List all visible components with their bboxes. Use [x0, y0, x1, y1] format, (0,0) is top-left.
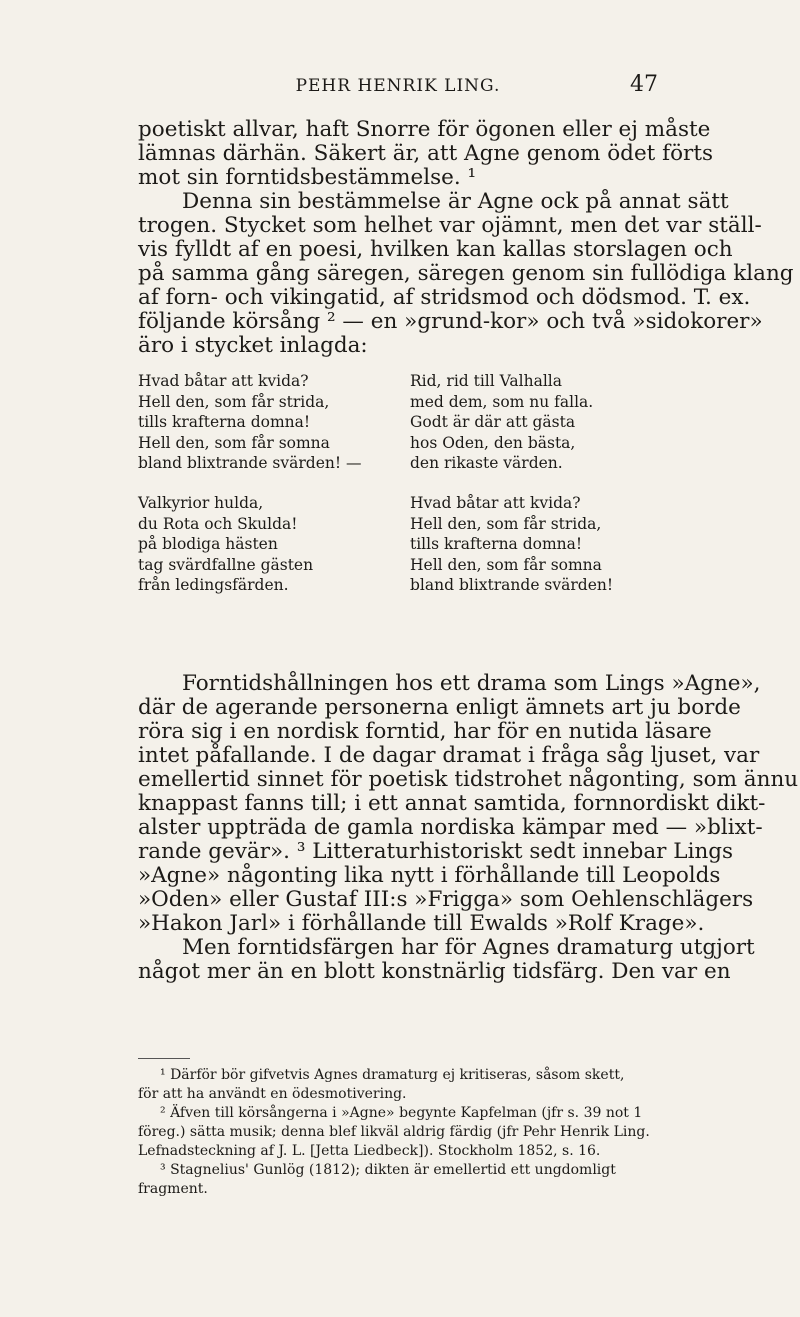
- text-line: något mer än en blott konstnärlig tidsfärg. Den var en: [138, 959, 731, 984]
- verse-line: Hell den, som får strida,: [138, 392, 330, 411]
- paragraph-1: [138, 117, 794, 358]
- footnote-line: för att ha användt en ödesmotivering.: [138, 1086, 407, 1102]
- text-line: »Agne» någonting lika nytt i förhållande till Leopolds: [138, 863, 721, 888]
- verse-line: Hell den, som får strida,: [410, 514, 602, 533]
- text-line: Men forntidsfärgen har för Agnes dramaturg utgjort: [182, 935, 755, 960]
- text-line: Forntidshållningen hos ett drama som Lings »Agne»,: [182, 671, 761, 696]
- verse-line: den rikaste värden.: [410, 454, 563, 472]
- text-line: på samma gång säregen, säregen genom sin fullödiga klang: [138, 261, 794, 286]
- verse-line: med dem, som nu falla.: [410, 392, 594, 411]
- text-line: emellertid sinnet för poetisk tidstrohet någonting, som ännu: [138, 767, 799, 792]
- text-line: äro i stycket inlagda:: [138, 333, 368, 358]
- text-line: rande gevär». ³ Litteraturhistoriskt sedt innebar Lings: [138, 839, 734, 864]
- verse-line: bland blixtrande svärden! —: [138, 454, 362, 472]
- text-line: af forn- och vikingatid, af stridsmod och dödsmod. T. ex.: [138, 285, 751, 310]
- text-line: vis fylldt af en poesi, hvilken kan kallas storslagen och: [138, 237, 733, 262]
- verse-line: du Rota och Skulda!: [138, 514, 298, 533]
- verse-line: Valkyrior hulda,: [138, 494, 264, 512]
- footnote-line: Lefnadsteckning af J. L. [Jetta Liedbeck]). Stockholm 1852, s. 16.: [138, 1143, 601, 1159]
- text-line: alster uppträda de gamla nordiska kämpar med — »blixt-: [138, 815, 763, 840]
- running-title: PEHR HENRIK LING.: [295, 76, 501, 96]
- verse-line: Godt är där att gästa: [410, 413, 576, 431]
- verse-stanza-2: [138, 493, 313, 596]
- footnote-line: ¹ Därför bör gifvetvis Agnes dramaturg ej kritiseras, såsom skett,: [160, 1067, 625, 1083]
- footnote-line: ³ Stagnelius' Gunlög (1812); dikten är emellertid ett ungdomligt: [160, 1162, 616, 1178]
- text-line: Denna sin bestämmelse är Agne ock på annat sätt: [182, 189, 729, 214]
- verse-line: bland blixtrande svärden!: [410, 576, 614, 594]
- verse-line: Hvad båtar att kvida?: [138, 372, 309, 390]
- footnote-line: föreg.) sätta musik; denna blef likväl aldrig färdig (jfr Pehr Henrik Ling.: [138, 1124, 650, 1140]
- footnote-line: fragment.: [138, 1181, 208, 1197]
- verse-line: tills krafterna domna!: [410, 535, 583, 553]
- verse-stanza-3: [410, 371, 593, 474]
- verse-line: Hvad båtar att kvida?: [410, 494, 581, 512]
- text-line: där de agerande personerna enligt ämnets art ju borde: [138, 695, 741, 720]
- footnote-divider: [138, 1058, 190, 1059]
- verse-line: på blodiga hästen: [138, 535, 278, 553]
- verse-line: Hell den, som får somna: [138, 433, 330, 452]
- text-line: »Oden» eller Gustaf III:s »Frigga» som Oehlenschlägers: [138, 887, 754, 912]
- text-line: mot sin forntidsbestämmelse. ¹: [138, 165, 477, 190]
- text-line: intet påfallande. I de dagar dramat i fråga såg ljuset, var: [138, 743, 760, 768]
- footnotes: [138, 1066, 654, 1199]
- text-line: följande körsång ² — en »grund-kor» och två »sidokorer»: [138, 309, 763, 334]
- verse-line: tag svärdfallne gästen: [138, 555, 314, 574]
- verse-line: från ledingsfärden.: [138, 576, 289, 594]
- text-line: lämnas därhän. Säkert är, att Agne genom ödet förts: [138, 141, 713, 166]
- footnote-line: ² Äfven till körsångerna i »Agne» begynte Kapfelman (jfr s. 39 not 1: [160, 1105, 643, 1121]
- text-line: röra sig i en nordisk forntid, har för en nutida läsare: [138, 719, 712, 744]
- paragraph-2: [138, 671, 799, 984]
- verse-line: hos Oden, den bästa,: [410, 433, 576, 452]
- text-line: trogen. Stycket som helhet var ojämnt, men det var ställ-: [138, 213, 762, 238]
- verse-stanza-4: [410, 493, 613, 596]
- verse-line: Hell den, som får somna: [410, 555, 602, 574]
- running-head: [138, 72, 658, 102]
- text-line: poetiskt allvar, haft Snorre för ögonen eller ej måste: [138, 117, 711, 142]
- text-line: »Hakon Jarl» i förhållande till Ewalds »Rolf Krage».: [138, 911, 705, 936]
- verse-line: Rid, rid till Valhalla: [410, 372, 562, 390]
- verse-line: tills krafterna domna!: [138, 413, 311, 431]
- page-number: 47: [630, 72, 658, 97]
- text-line: knappast fanns till; i ett annat samtida, fornnordiskt dikt-: [138, 791, 766, 816]
- verse-stanza-1: [138, 371, 362, 474]
